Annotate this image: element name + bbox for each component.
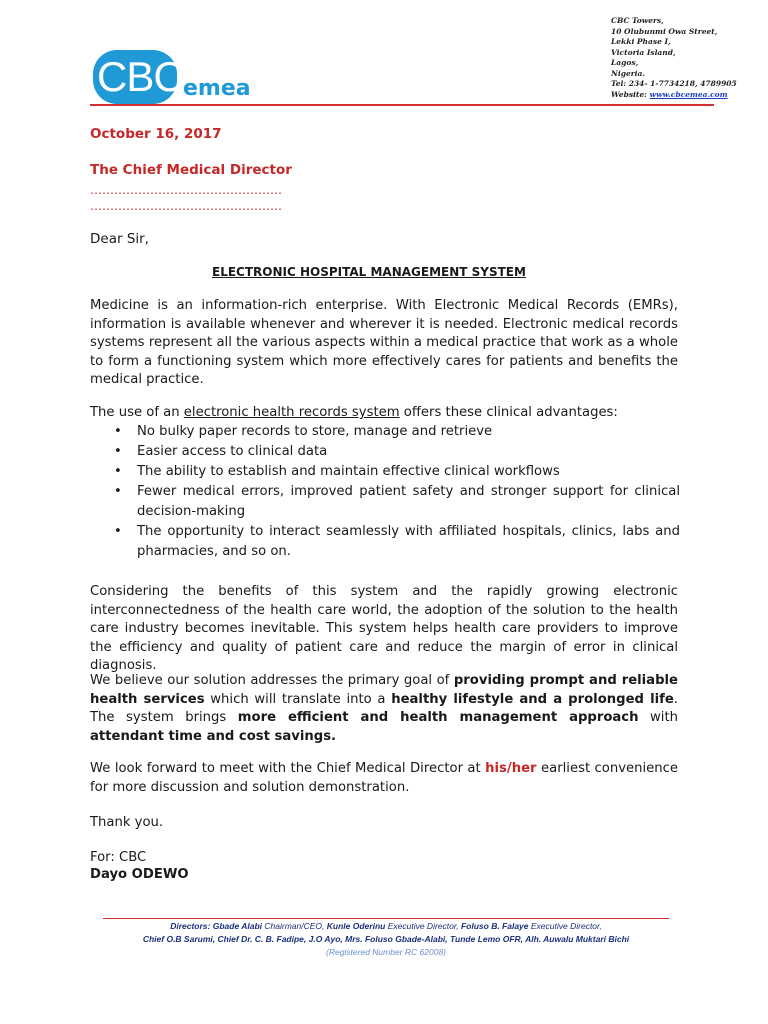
signatory-name: Dayo ODEWO	[90, 867, 189, 882]
advantages-intro-text: The use of an	[90, 405, 184, 420]
address-line: CBC Towers,	[611, 16, 664, 25]
logo-emea-text: emea	[183, 76, 251, 101]
advantages-intro-underlined: electronic health records system	[183, 405, 400, 420]
paragraph-text: We look forward to meet with the Chief Medical Director at	[90, 761, 486, 776]
list-item: • Fewer medical errors, improved patient safety and stronger support for clinical decision-making	[112, 482, 680, 522]
recipient-address-placeholder: …………………………………………	[90, 183, 282, 197]
paragraph-solution	[90, 672, 678, 746]
letter-date: October 16, 2017	[90, 126, 222, 142]
list-item: • Easier access to clinical data	[112, 442, 680, 462]
footer-line-1	[100, 920, 672, 933]
recipient: The Chief Medical Director	[90, 162, 292, 178]
list-item: • The ability to establish and maintain effective clinical workflows	[112, 462, 680, 482]
paragraph-text: . The system brings	[90, 691, 678, 725]
paragraph-meeting	[90, 760, 678, 797]
director-title: Chairman/CEO,	[264, 921, 325, 931]
director-name: Gbade Alabi	[212, 921, 263, 931]
logo-cbc-text: CBC	[97, 53, 183, 100]
advantages-intro	[90, 404, 678, 423]
company-address	[611, 16, 737, 100]
paragraph-text: earliest convenience for more discussion and solution demonstration.	[90, 761, 679, 795]
for-line: For: CBC	[90, 850, 147, 865]
footer-divider	[103, 918, 669, 919]
paragraph-text: with	[638, 710, 679, 725]
director-name: Kunle Oderinu	[326, 921, 386, 931]
bold-phrase: providing prompt and reliable health services	[90, 673, 678, 707]
tel-value: 234- 1-7734218, 4789905	[628, 79, 737, 88]
bold-phrase: more efficient and health management approach	[237, 710, 639, 725]
advantages-intro-text: offers these clinical advantages:	[399, 405, 618, 420]
director-name: Foluso B. Falaye	[460, 921, 529, 931]
address-line: 10 Olubunmi Owa Street,	[611, 26, 718, 36]
header-divider	[90, 104, 714, 106]
website-link[interactable]: www.cbcemea.com	[649, 89, 728, 99]
salutation: Dear Sir,	[90, 231, 149, 247]
website-label: Website:	[611, 89, 647, 99]
recipient-address-placeholder: …………………………………………	[90, 199, 282, 213]
bold-phrase: attendant time and cost savings.	[90, 728, 337, 744]
paragraph-text: We believe our solution addresses the primary goal of	[90, 673, 454, 688]
website-line	[611, 90, 737, 101]
address-line: Nigeria.	[611, 68, 645, 78]
address-line: Lekki Phase I,	[611, 37, 671, 46]
address-line: Lagos,	[611, 58, 639, 67]
director-title: Executive Director,	[387, 921, 459, 931]
bold-phrase: healthy lifestyle and a prolonged life	[391, 691, 674, 707]
address-line: Victoria Island,	[611, 47, 676, 57]
list-item: • No bulky paper records to store, manage and retrieve	[112, 422, 680, 442]
footer-directors	[100, 920, 672, 959]
closing: Thank you.	[90, 815, 164, 830]
directors-label: Directors:	[170, 921, 211, 931]
tel-label: Tel:	[611, 79, 627, 88]
paragraph-considering: Considering the benefits of this system and the rapidly growing electronic interconnectedness of the health care world, the adoption of the solution to the health care industry becomes inevitable. This system helps health care providers to improve the efficiency and quality of patient care and reduce the margin of error in clinical diagnosis.	[90, 584, 678, 673]
pronoun-highlight: his/her	[485, 761, 537, 776]
director-title: Executive Director,	[530, 921, 602, 931]
paragraph-text: which will translate into a	[204, 691, 392, 707]
paragraph-intro: Medicine is an information-rich enterprise. With Electronic Medical Records (EMRs), information is available whenever and wherever it is needed. Electronic medical records systems represent all the various aspects within a medical practice that work as a whole to form a functioning system which more effectively cares for patients and benefits the medical practice.	[90, 298, 678, 387]
footer-line-2: Chief O.B Sarumi, Chief Dr. C. B. Fadipe, J.O Ayo, Mrs. Foluso Gbade-Alabi, Tunde Lemo OFR, Alh. Auwalu Muktari Bichi	[142, 934, 630, 944]
telephone-line	[611, 79, 737, 90]
list-item: • The opportunity to interact seamlessly with affiliated hospitals, clinics, labs and pharmacies, and so on.	[112, 522, 680, 562]
letter-subject: ELECTRONIC HOSPITAL MANAGEMENT SYSTEM	[212, 265, 526, 279]
registration-number: (Registered Number RC 62008)	[326, 947, 446, 957]
advantages-list	[112, 422, 680, 562]
